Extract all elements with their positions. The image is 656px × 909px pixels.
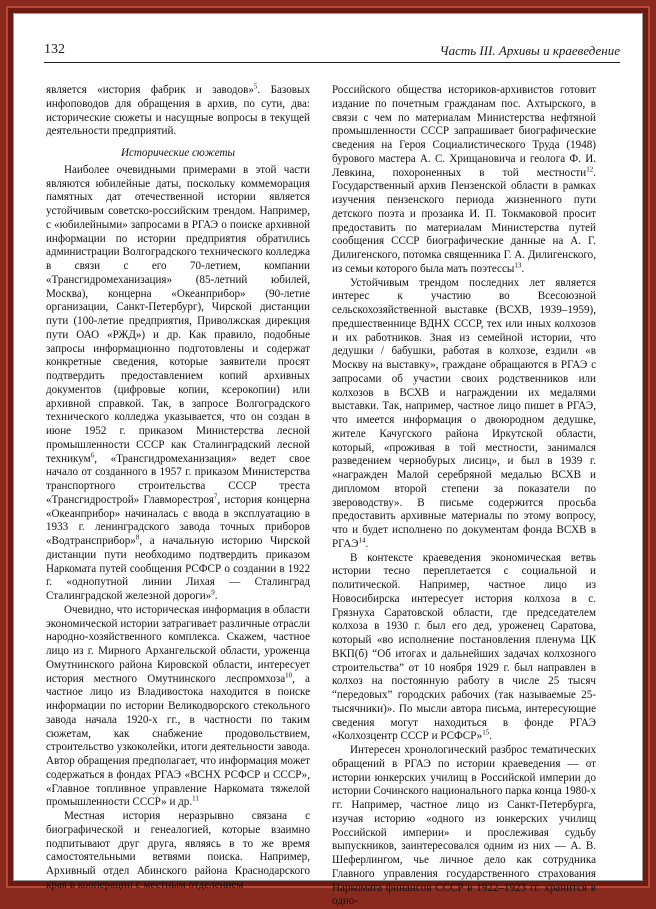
footnote-ref: 14 [358, 536, 366, 545]
book-page [13, 13, 643, 908]
left-column [46, 84, 310, 893]
footnote-ref: 12 [586, 164, 594, 173]
footnote-ref: 15 [482, 728, 490, 737]
intro-paragraph: является «история фабрик и заводов»$^5$. Базовых инфоповодов для обращения в архив, по сути, два: исторические сюжеты и насущные вопросы в текущей деятельности предприятий. [46, 82, 310, 138]
footnote-ref: 8 [135, 533, 140, 542]
right-column [332, 84, 596, 909]
footnote-ref: 5 [253, 82, 258, 91]
footnote-ref: 11 [192, 794, 199, 803]
footnote-ref: 13 [514, 261, 522, 270]
part-title: Часть III. Архивы и краеведение [439, 43, 620, 58]
footnote-ref: 6 [90, 450, 95, 459]
page-number: 132 [44, 42, 65, 57]
paragraph-local-history: Местная история неразрывно связана с биографической и генеалогией, которые взаимно подпитывают друг друга, являясь в то же время самостоятельными ветвями поиска. Например, Архивный отдел Абинского района Краснодарского края в кооперации с местным отделением [46, 810, 310, 891]
footnote-ref: 10 [285, 670, 293, 679]
footnote-ref: 9 [211, 588, 215, 597]
paragraph-continuation: Российского общества историков-архивистов готовит издание по почетным гражданам пос. Ахтырского, в связи с чем по материалам Министерства нефтяной промышленности СССР запрашивает биографические сведения на Героя Социалистического Труда (1948) бурового мастера А. С. Хрищановича и геолога Ф. И. Левкина, похороненных в той местности$^{12}$. Государственный архив Пензенской области в рамках изучения пензенского периода жизненного пути детского поэта и прозаика И. П. Токмаковой просит предоставить по материалам Министерства путей сообщения СССР биографические данные на А. Г. Дилигенского, потомка священника Г. А. Дилигенского, из семьи которого была мать поэтессы$^{13}$. [332, 84, 596, 275]
running-header [44, 42, 620, 63]
paragraph-social-history: В контексте краеведения экономическая ветвь истории тесно переплетается с социальной и политической. Например, частное лицо из Новосибирска интересует история колхоза в с. Грязнуха Саратовской области, где председателем колхоза в 1930 г. был его дед, уроженец Саратова, который «во исполнение постановления пленума ЦК ВКП(б) “Об итогах и дальнейших задачах колхозного строительства” от 10 ноября 1929 г. был направлен в колхоз на постоянную работу в числе 25 тысяч “передовых” городских рабочих (так называемые 25-тысячники)». По мысли автора письма, интересующие сведения могут находиться в фонде РГАЭ «Колхозцентр СССР и РСФСР»$^{15}$. [332, 551, 596, 743]
section-subheading: Исторические сюжеты [120, 147, 236, 159]
paragraph-chronology: Интересен хронологический разброс тематических обращений в РГАЭ по истории краеведения — от истории юнкерских училищ в Российской империи до истории Сочинского национального парка конца 1980-х гг. Например, частное лицо из Санкт-Петербурга, изучая историю «одного из юнкерских училищ Российской империи» и прослеживая судьбу выпускников, заинтересовался одним из них — А. В. Шеферлингом, чье личное дело как сотрудника Главного управления государственного страхования Наркомата финансов СССР в 1922–1923 гг. хранится в одно- [332, 744, 596, 908]
paragraph-jubilee: Наиболее очевидными примерами в этой части являются юбилейные даты, поскольку коммеморация памятных дат отечественной истории является устойчивым советско-российским трендом. Например, с «юбилейными» запросами в РГАЭ о поиске архивной информации по истории предприятия обратились администрации Волгоградского технического колледжа в связи с его 70-летием, компании «Трансгидромеханизация» (85-летний юбилей, Москва), концерна «Океанприбор» (90-летие организации, Санкт-Петербург), Чирской дистанции пути (100-летие предприятия, Приволжская дирекция пути ОАО «РЖД») и др. Как правило, подобные запросы информационно подготовлены и содержат конкретные сведения, которые заявители просят подтвердить предоставлением копий архивных документов (цифровые копии, ксерокопии) или архивной справкой. Так, в запросе Волгоградского технического колледжа указывается, что он создан в июне 1952 г. приказом Министерства лесной промышленности СССР как Сталинградский лесной техникум$^6$, «Трансгидромеханизация» ведет свое начало от созданного в 1957 г. приказом Министерства транспортного строительства СССР треста «Трансгидрострой» Главморестроя$^7$, история концерна «Океанприбор» начиналась с ввода в эксплуатацию в 1933 г. ленинградского завода точных приборов «Водтрансприбор»$^8$, а начальную историю Чирской дистанции пути необходимо подтвердить приказом Наркомата путей сообщения РСФСР о создании в 1922 г. «однопутной линии Лихая — Сталинград Сталинградской железной дороги»$^9$. [46, 163, 310, 602]
footnote-ref: 7 [213, 492, 218, 501]
paragraph-economic-history: Очевидно, что историческая информация в области экономической истории затрагивает различные отрасли народно-хозяйственного комплекса. Скажем, частное лицо из г. Мирного Архангельской области, уроженца Омутнинского района Кировской области, интересует история местного Омутнинского леспромхоза$^{10}$, а частное лицо из Владивостока находится в поиске информации по истории Великодворского стекольного завода начала 1920-х гг., в частности по таким сюжетам, как снабжение продовольствием, строительство узкоколейки, итоги деятельности завода. Автор обращения предполагает, что информация может содержаться в фондах РГАЭ «ВСНХ РСФСР и СССР», «Главное топливное управление Наркомата тяжелой промышленности СССР» и др.$^{11}$ [46, 603, 310, 809]
paragraph-vskhv: Устойчивым трендом последних лет является интерес к участию во Всесоюзной сельскохозяйственной выставке (ВСХВ, 1939–1959), предшественнице ВДНХ СССР, тех или иных колхозов и их работников. Зная из семейной истории, что дедушки / бабушки, работая в колхозе, ездили «в Москву на выставку», граждане обращаются в РГАЭ с запросами об участии своих родственников или колхозов в ВСХВ и награждении их медалями выставки. Так, например, частное лицо пишет в РГАЭ, что имеется информация о двоюродном дедушке, жителе Качугского района Иркутской области, который, «проживая в той местности, занимался разведением чернобурых лисиц», и был в 1939 г. «награжден Малой серебряной медалью ВСХВ и дипломом второй степени за показатели по звероводству». В письме содержится просьба предоставить архивные материалы по этому вопросу, что и будет исполнено по документам фонда ВСХВ в РГАЭ$^{14}$. [332, 276, 596, 550]
